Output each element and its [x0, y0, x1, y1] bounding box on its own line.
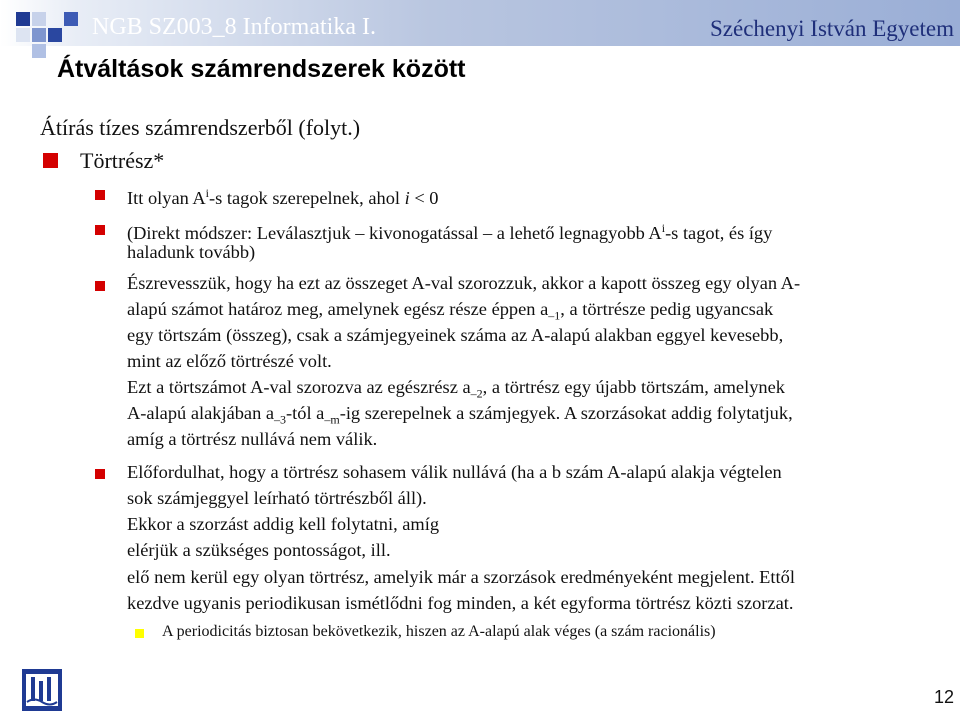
bullet-text-4-line-2: sok számjeggyel leírható törtrészből áll). [127, 488, 427, 508]
section-heading: Törtrész* [80, 148, 165, 173]
bullet-text-3-line-2: alapú számot határoz meg, amelynek egész része éppen $a_{-1}$, a törtrésze pedig ugyancsak [127, 299, 774, 323]
bullet-text-3-line-5: Ezt a törtszámot A-val szorozva az egészrész $a_{-2}$, a törtrész egy újabb törtszám, amelynek [127, 377, 785, 401]
bullet-text-4-line-1: Előfordulhat, hogy a törtrész sohasem válik nullává (ha a b szám A-alapú alakja végtelen [127, 462, 782, 482]
red-square-bullet-icon [95, 281, 105, 291]
university-name: Széchenyi István Egyetem [710, 16, 954, 41]
course-title: NGB SZ003_8 Informatika I. [92, 14, 376, 40]
header-logo-squares [16, 12, 76, 58]
header-bar [0, 0, 960, 46]
red-square-bullet-icon [95, 225, 105, 235]
red-square-bullet-icon [95, 469, 105, 479]
bullet-text-3-line-6: A-alapú alakjában $a_{-3}$-tól $a_{-m}-ig$ szerepelnek a számjegyek. A szorzásokat addig folytatjuk, [127, 403, 793, 427]
university-logo-icon [22, 669, 62, 711]
bullet-text-2-line-2: haladunk tovább) [127, 242, 256, 262]
bullet-text-2-line-1: (Direkt módszer: Leválasztjuk – kivonogatással – a lehető legnagyobb $A^i-s$ tagot, és így [127, 221, 773, 244]
red-square-bullet-icon [95, 190, 105, 200]
slide-subtitle: Átírás tízes számrendszerből (folyt.) [40, 115, 361, 140]
bullet-text-1: Itt olyan $A^i-s$ tagok szerepelnek, ahol i < 0 [127, 186, 439, 209]
bullet-text-3-line-1: Észrevesszük, hogy ha ezt az összeget A-val szorozzuk, akkor a kapott összeg egy olyan A- [127, 273, 801, 293]
slide-title: Átváltások számrendszerek között [57, 55, 466, 83]
yellow-square-bullet-icon [135, 629, 144, 638]
bullet-text-4-line-6: kezdve ugyanis periodikusan ismétlődni fog minden, a két egyforma törtrész közti szorzat. [127, 593, 794, 613]
sub-bullet-text: A periodicitás biztosan bekövetkezik, hiszen az A-alapú alak véges (a szám racionális) [162, 623, 716, 640]
bullet-text-3-line-7: amíg a törtrész nullává nem válik. [127, 429, 378, 449]
bullet-text-4-line-5: elő nem kerül egy olyan törtrész, amelyik már a szorzások eredményeként megjelent. Ettől [127, 567, 795, 587]
bullet-text-3-line-3: egy törtszám (összeg), csak a számjegyeinek száma az A-alapú alakban eggyel kevesebb, [127, 325, 784, 345]
bullet-text-3-line-4: mint az előző törtrészé volt. [127, 351, 332, 371]
bullet-text-4-line-3: Ekkor a szorzást addig kell folytatni, amíg [127, 514, 440, 534]
bullet-text-4-line-4: elérjük a szükséges pontosságot, ill. [127, 540, 391, 560]
page-number: 12 [933, 687, 954, 707]
red-square-bullet-icon [43, 153, 58, 168]
